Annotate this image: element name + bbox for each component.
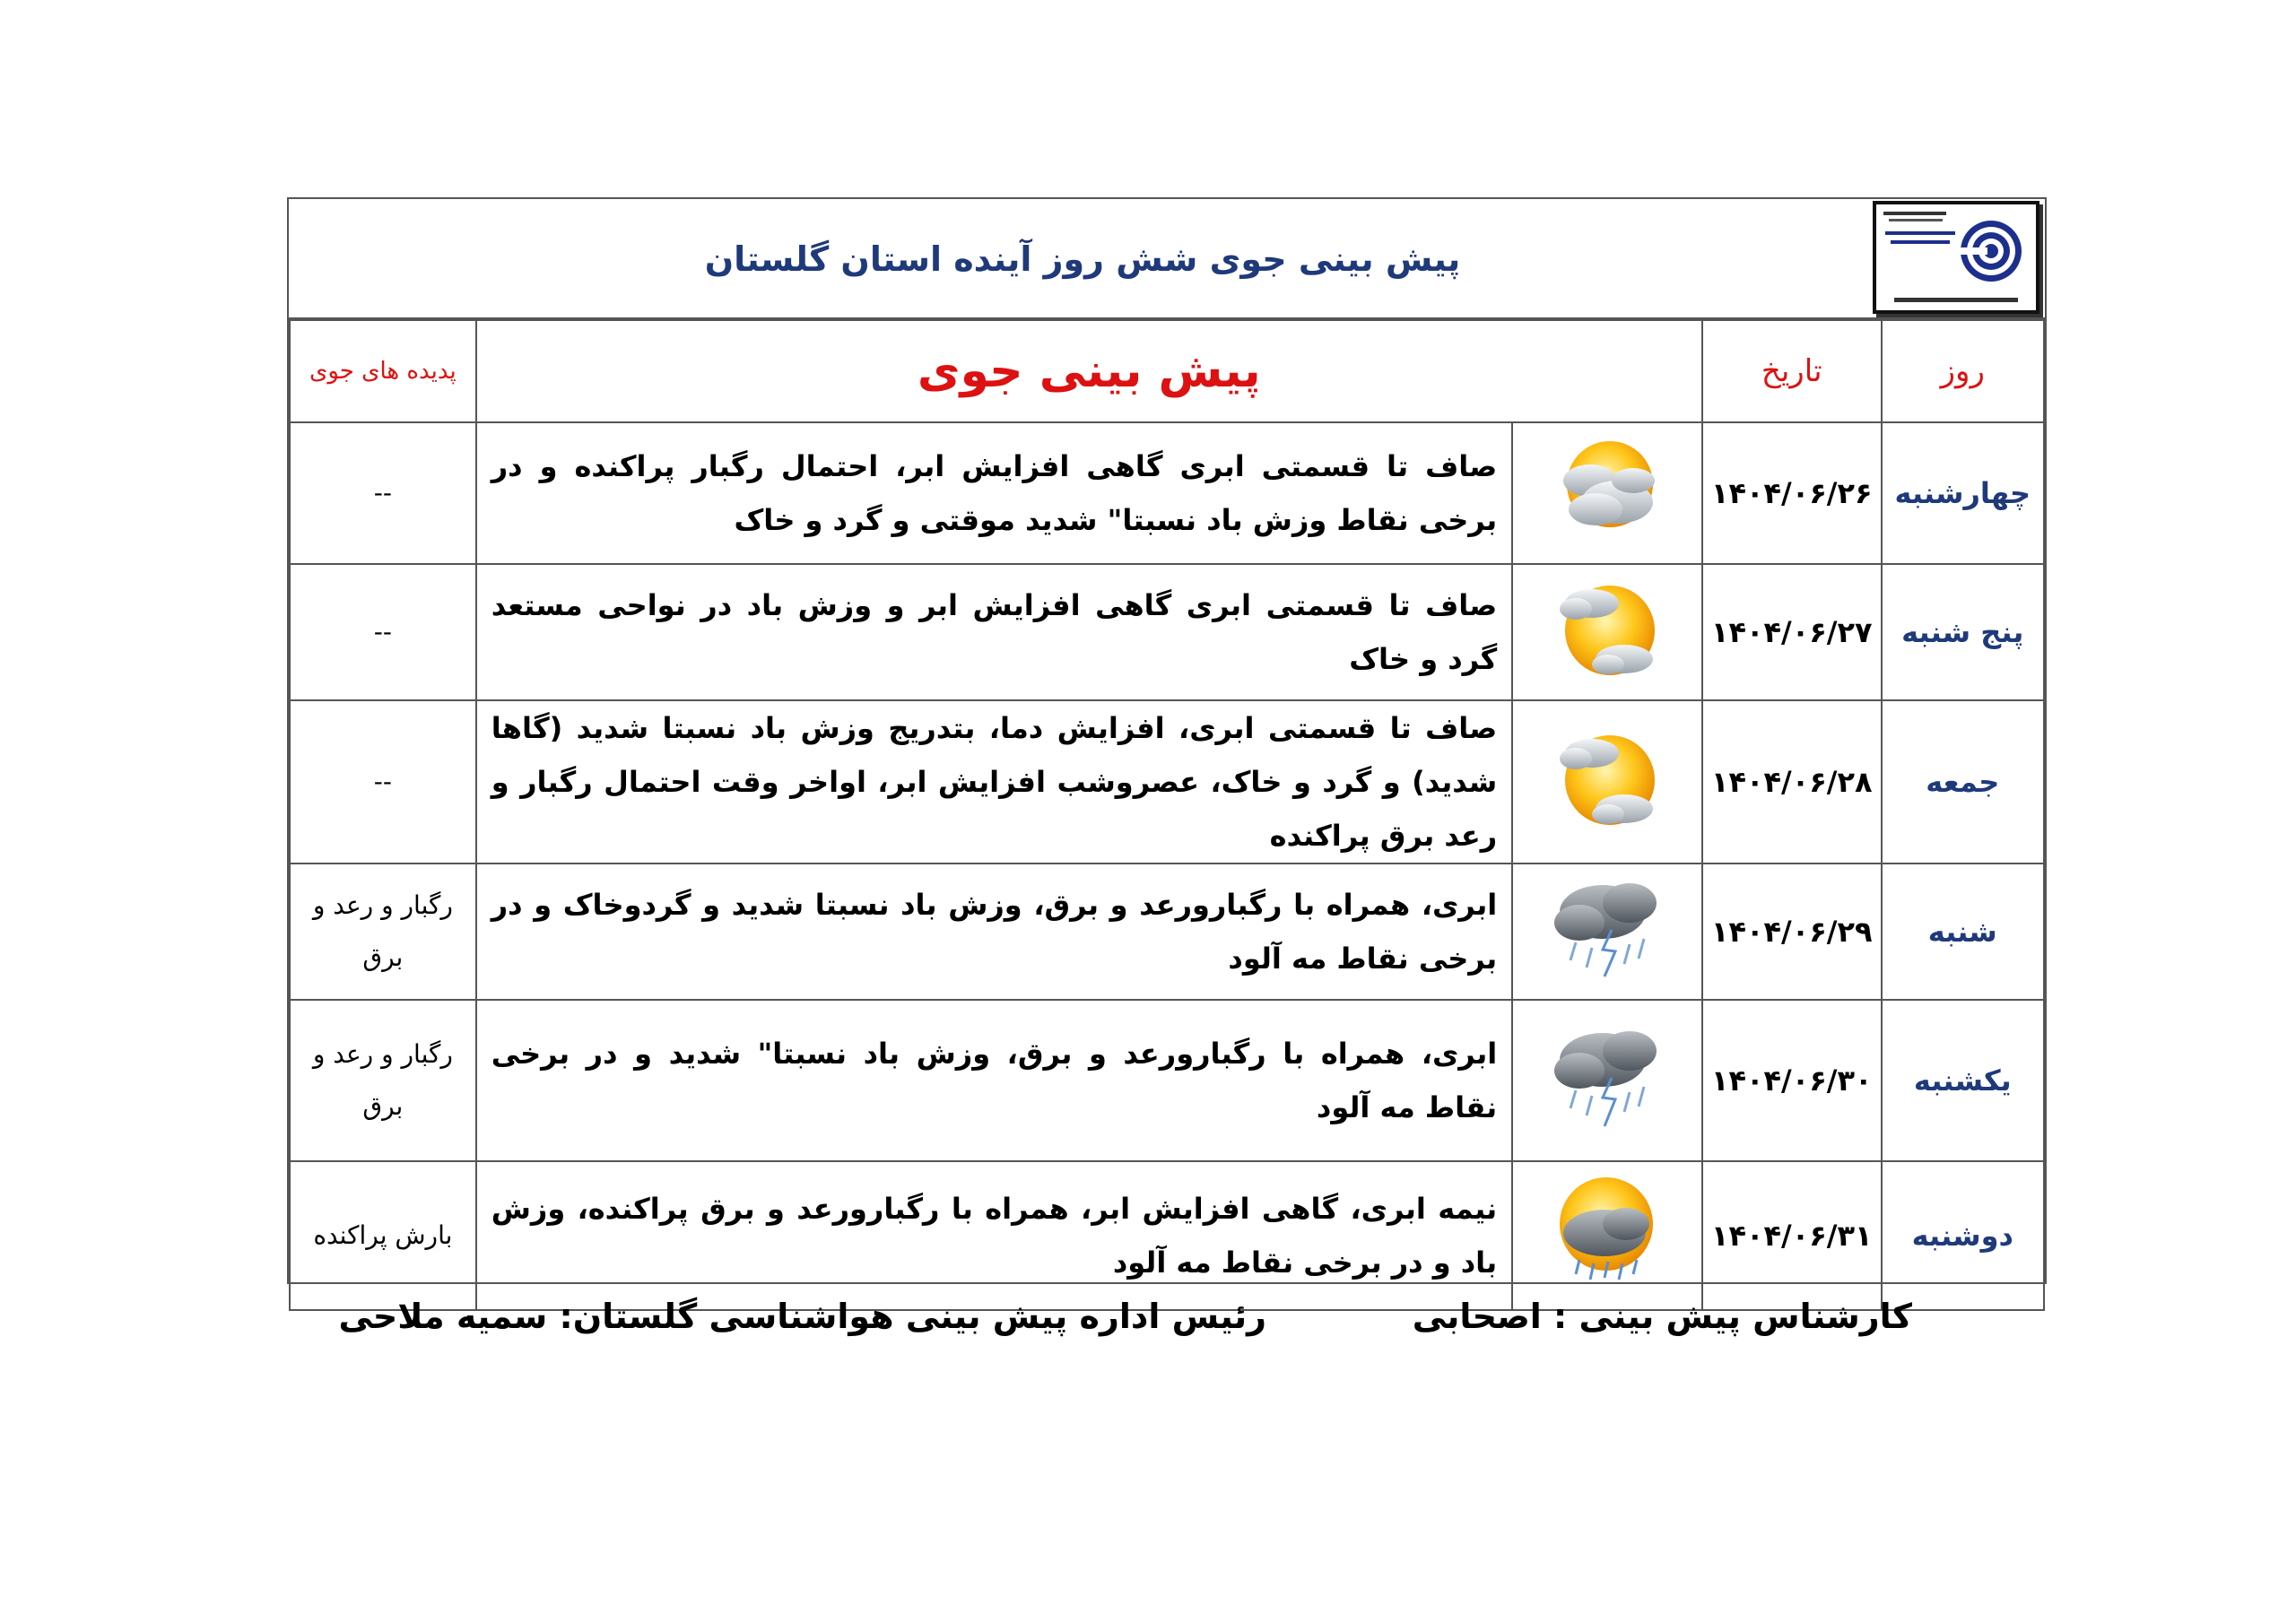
partly-cloudy-sun-icon xyxy=(1540,429,1674,554)
weather-icon-cell xyxy=(1512,422,1702,564)
table-row xyxy=(290,564,2044,700)
table-row xyxy=(290,1161,2044,1310)
forecast-cell: صاف تا قسمتی ابری، افزایش دما، بتدریج وزش باد نسبتا شدید (گاها شدید) و گرد و خاک، عصروشب افزایش ابر، اواخر وقت احتمال رگبار و رعد برق پراکنده xyxy=(476,700,1512,864)
forecast-table xyxy=(289,319,2045,1311)
forecast-cell: صاف تا قسمتی ابری گاهی افزایش ابر، احتمال رگبار پراکنده و در برخی نقاط وزش باد نسبتا" شدید موقتی و گرد و خاک xyxy=(476,422,1512,564)
forecaster-signature: کارشناس پیش بینی : اصحابی xyxy=(1412,1297,1912,1336)
sun-with-clouds-icon xyxy=(1540,717,1674,843)
weather-icon-cell xyxy=(1512,700,1702,864)
column-header-forecast: پیش بینی جوی xyxy=(476,320,1702,422)
date-cell: ۱۴۰۴/۰۶/۲۶ xyxy=(1702,422,1882,564)
day-cell: دوشنبه xyxy=(1882,1161,2044,1310)
sun-cloud-rain-icon xyxy=(1540,1167,1674,1301)
date-cell: ۱۴۰۴/۰۶/۲۷ xyxy=(1702,564,1882,700)
forecast-cell: ابری، همراه با رگبارورعد و برق، وزش باد نسبتا" شدید و در برخی نقاط مه آلود xyxy=(476,1000,1512,1161)
day-cell: چهارشنبه xyxy=(1882,422,2044,564)
phenomena-cell: -- xyxy=(290,422,476,564)
day-cell: شنبه xyxy=(1882,864,2044,1000)
weather-icon-cell xyxy=(1512,1161,1702,1310)
phenomena-cell: بارش پراکنده xyxy=(290,1161,476,1310)
title-row xyxy=(289,199,2045,319)
day-cell: یکشنبه xyxy=(1882,1000,2044,1161)
date-cell: ۱۴۰۴/۰۶/۳۱ xyxy=(1702,1161,1882,1310)
meteorological-organization-logo xyxy=(1873,201,2039,314)
table-row xyxy=(290,700,2044,864)
forecast-cell: نیمه ابری، گاهی افزایش ابر، همراه با رگبارورعد و برق پراکنده، وزش باد و در برخی نقاط مه آلود xyxy=(476,1161,1512,1310)
department-head-signature: رئیس اداره پیش بینی هواشناسی گلستان: سمیه ملاحی xyxy=(338,1297,1266,1336)
column-header-date: تاریخ xyxy=(1702,320,1882,422)
document-title: پیش بینی جوی شش روز آینده استان گلستان xyxy=(704,239,1461,279)
column-header-phenomena: پدیده های جوی xyxy=(290,320,476,422)
day-cell: جمعه xyxy=(1882,700,2044,864)
signature-line xyxy=(287,1297,2047,1350)
table-row xyxy=(290,422,2044,564)
forecast-sheet xyxy=(287,197,2047,1284)
phenomena-cell: رگبار و رعد و برق xyxy=(290,1000,476,1161)
phenomena-cell: رگبار و رعد و برق xyxy=(290,864,476,1000)
weather-icon-cell xyxy=(1512,564,1702,700)
date-cell: ۱۴۰۴/۰۶/۲۹ xyxy=(1702,864,1882,1000)
date-cell: ۱۴۰۴/۰۶/۲۸ xyxy=(1702,700,1882,864)
day-cell: پنج شنبه xyxy=(1882,564,2044,700)
column-header-day: روز xyxy=(1882,320,2044,422)
phenomena-cell: -- xyxy=(290,700,476,864)
phenomena-cell: -- xyxy=(290,564,476,700)
date-cell: ۱۴۰۴/۰۶/۳۰ xyxy=(1702,1000,1882,1161)
thunderstorm-icon xyxy=(1540,867,1674,993)
forecast-cell: ابری، همراه با رگبارورعد و برق، وزش باد نسبتا شدید و گردوخاک و در برخی نقاط مه آلود xyxy=(476,864,1512,1000)
table-header-row xyxy=(290,320,2044,422)
forecast-cell: صاف تا قسمتی ابری گاهی افزایش ابر و وزش باد در نواحی مستعد گرد و خاک xyxy=(476,564,1512,700)
weather-icon-cell xyxy=(1512,1000,1702,1161)
table-row xyxy=(290,864,2044,1000)
thunderstorm-icon xyxy=(1540,1011,1674,1146)
sun-with-clouds-icon xyxy=(1540,568,1674,693)
logo-swirl-icon xyxy=(1961,221,2022,282)
table-row xyxy=(290,1000,2044,1161)
weather-icon-cell xyxy=(1512,864,1702,1000)
